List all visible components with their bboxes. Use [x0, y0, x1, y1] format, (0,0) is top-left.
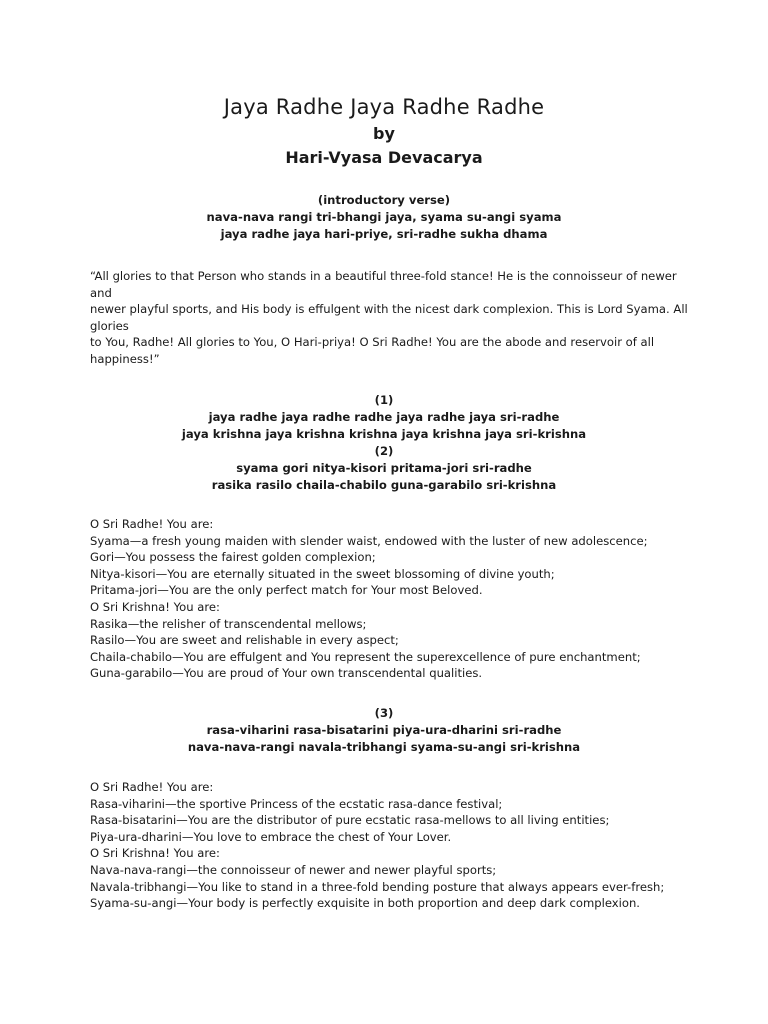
- text-line: Rasilo—You are sweet and relishable in every aspect;: [90, 633, 399, 648]
- verse-3: [0, 705, 768, 756]
- text-line: Nitya-kisori—You are eternally situated in the sweet blossoming of divine youth;: [90, 566, 555, 581]
- page-title: Jaya Radhe Jaya Radhe Radhe: [223, 95, 545, 119]
- text-line: Piya-ura-dharini—You love to embrace the chest of Your Lover.: [90, 829, 452, 844]
- verse-line: jaya radhe jaya hari-priye, sri-radhe sukha dhama: [220, 227, 548, 241]
- text-line: newer playful sports, and His body is effulgent with the nicest dark complexion. This is Lord Syama. All: [90, 302, 688, 317]
- text-line: Syama—a fresh young maiden with slender waist, endowed with the luster of new adolescence;: [90, 533, 648, 548]
- text-line: O Sri Krishna! You are:: [90, 846, 220, 861]
- text-line: Rasa-bisatarini—You are the distributor of pure ecstatic rasa-mellows to all living entities;: [90, 813, 610, 828]
- text-line: to You, Radhe! All glories to You, O Hari-priya! O Sri Radhe! You are the abode and reservoir of all: [90, 335, 655, 350]
- text-line: Navala-tribhangi—You like to stand in a three-fold bending posture that always appears ever-fresh;: [90, 879, 665, 894]
- text-line: Guna-garabilo—You are proud of Your own transcendental qualities.: [90, 666, 483, 681]
- verse-line: rasa-viharini rasa-bisatarini piya-ura-dharini sri-radhe: [206, 723, 562, 737]
- verse-line: nava-nava-rangi navala-tribhangi syama-su-angi sri-krishna: [187, 740, 581, 754]
- introductory-verse: [0, 192, 768, 243]
- text-line: Chaila-chabilo—You are effulgent and You represent the superexcellence of pure enchantment;: [90, 649, 641, 664]
- verse-number: (3): [374, 706, 394, 720]
- text-line: Rasa-viharini—the sportive Princess of the ecstatic rasa-dance festival;: [90, 796, 503, 811]
- text-line: Nava-nava-rangi—the connoisseur of newer and newer playful sports;: [90, 862, 497, 877]
- text-line: Rasika—the relisher of transcendental mellows;: [90, 616, 367, 631]
- text-line: Syama-su-angi—Your body is perfectly exquisite in both proportion and deep dark complexion.: [90, 896, 640, 911]
- verse-line: nava-nava rangi tri-bhangi jaya, syama su-angi syama: [206, 210, 562, 224]
- verse-line: jaya radhe jaya radhe radhe jaya radhe jaya sri-radhe: [208, 410, 560, 424]
- text-line: and: [90, 285, 112, 300]
- verse-line: syama gori nitya-kisori pritama-jori sri-radhe: [236, 461, 532, 475]
- byline: by: [373, 124, 395, 143]
- verse-line: jaya krishna jaya krishna krishna jaya krishna jaya sri-krishna: [181, 427, 587, 441]
- text-line: O Sri Radhe! You are:: [90, 780, 214, 794]
- text-line: glories: [90, 318, 129, 333]
- verse-line: rasika rasilo chaila-chabilo guna-garabilo sri-krishna: [211, 478, 557, 492]
- text-line: happiness!”: [90, 351, 160, 366]
- text-line: O Sri Krishna! You are:: [90, 599, 220, 614]
- verse-number: (2): [374, 444, 394, 458]
- text-line: Gori—You possess the fairest golden complexion;: [90, 550, 376, 565]
- explanation-verse-2: [90, 516, 690, 682]
- explanation-verse-3: [90, 779, 690, 912]
- text-line: O Sri Radhe! You are:: [90, 517, 214, 531]
- introductory-translation: [90, 268, 690, 368]
- author-name: Hari-Vyasa Devacarya: [285, 148, 483, 167]
- text-line: “All glories to that Person who stands in a beautiful three-fold stance! He is the connoisseur of newer: [90, 269, 677, 283]
- text-line: Pritama-jori—You are the only perfect match for Your most Beloved.: [90, 583, 483, 598]
- verse-number: (1): [374, 393, 394, 407]
- verses-1-2: [0, 392, 768, 494]
- verse-heading: (introductory verse): [317, 193, 451, 207]
